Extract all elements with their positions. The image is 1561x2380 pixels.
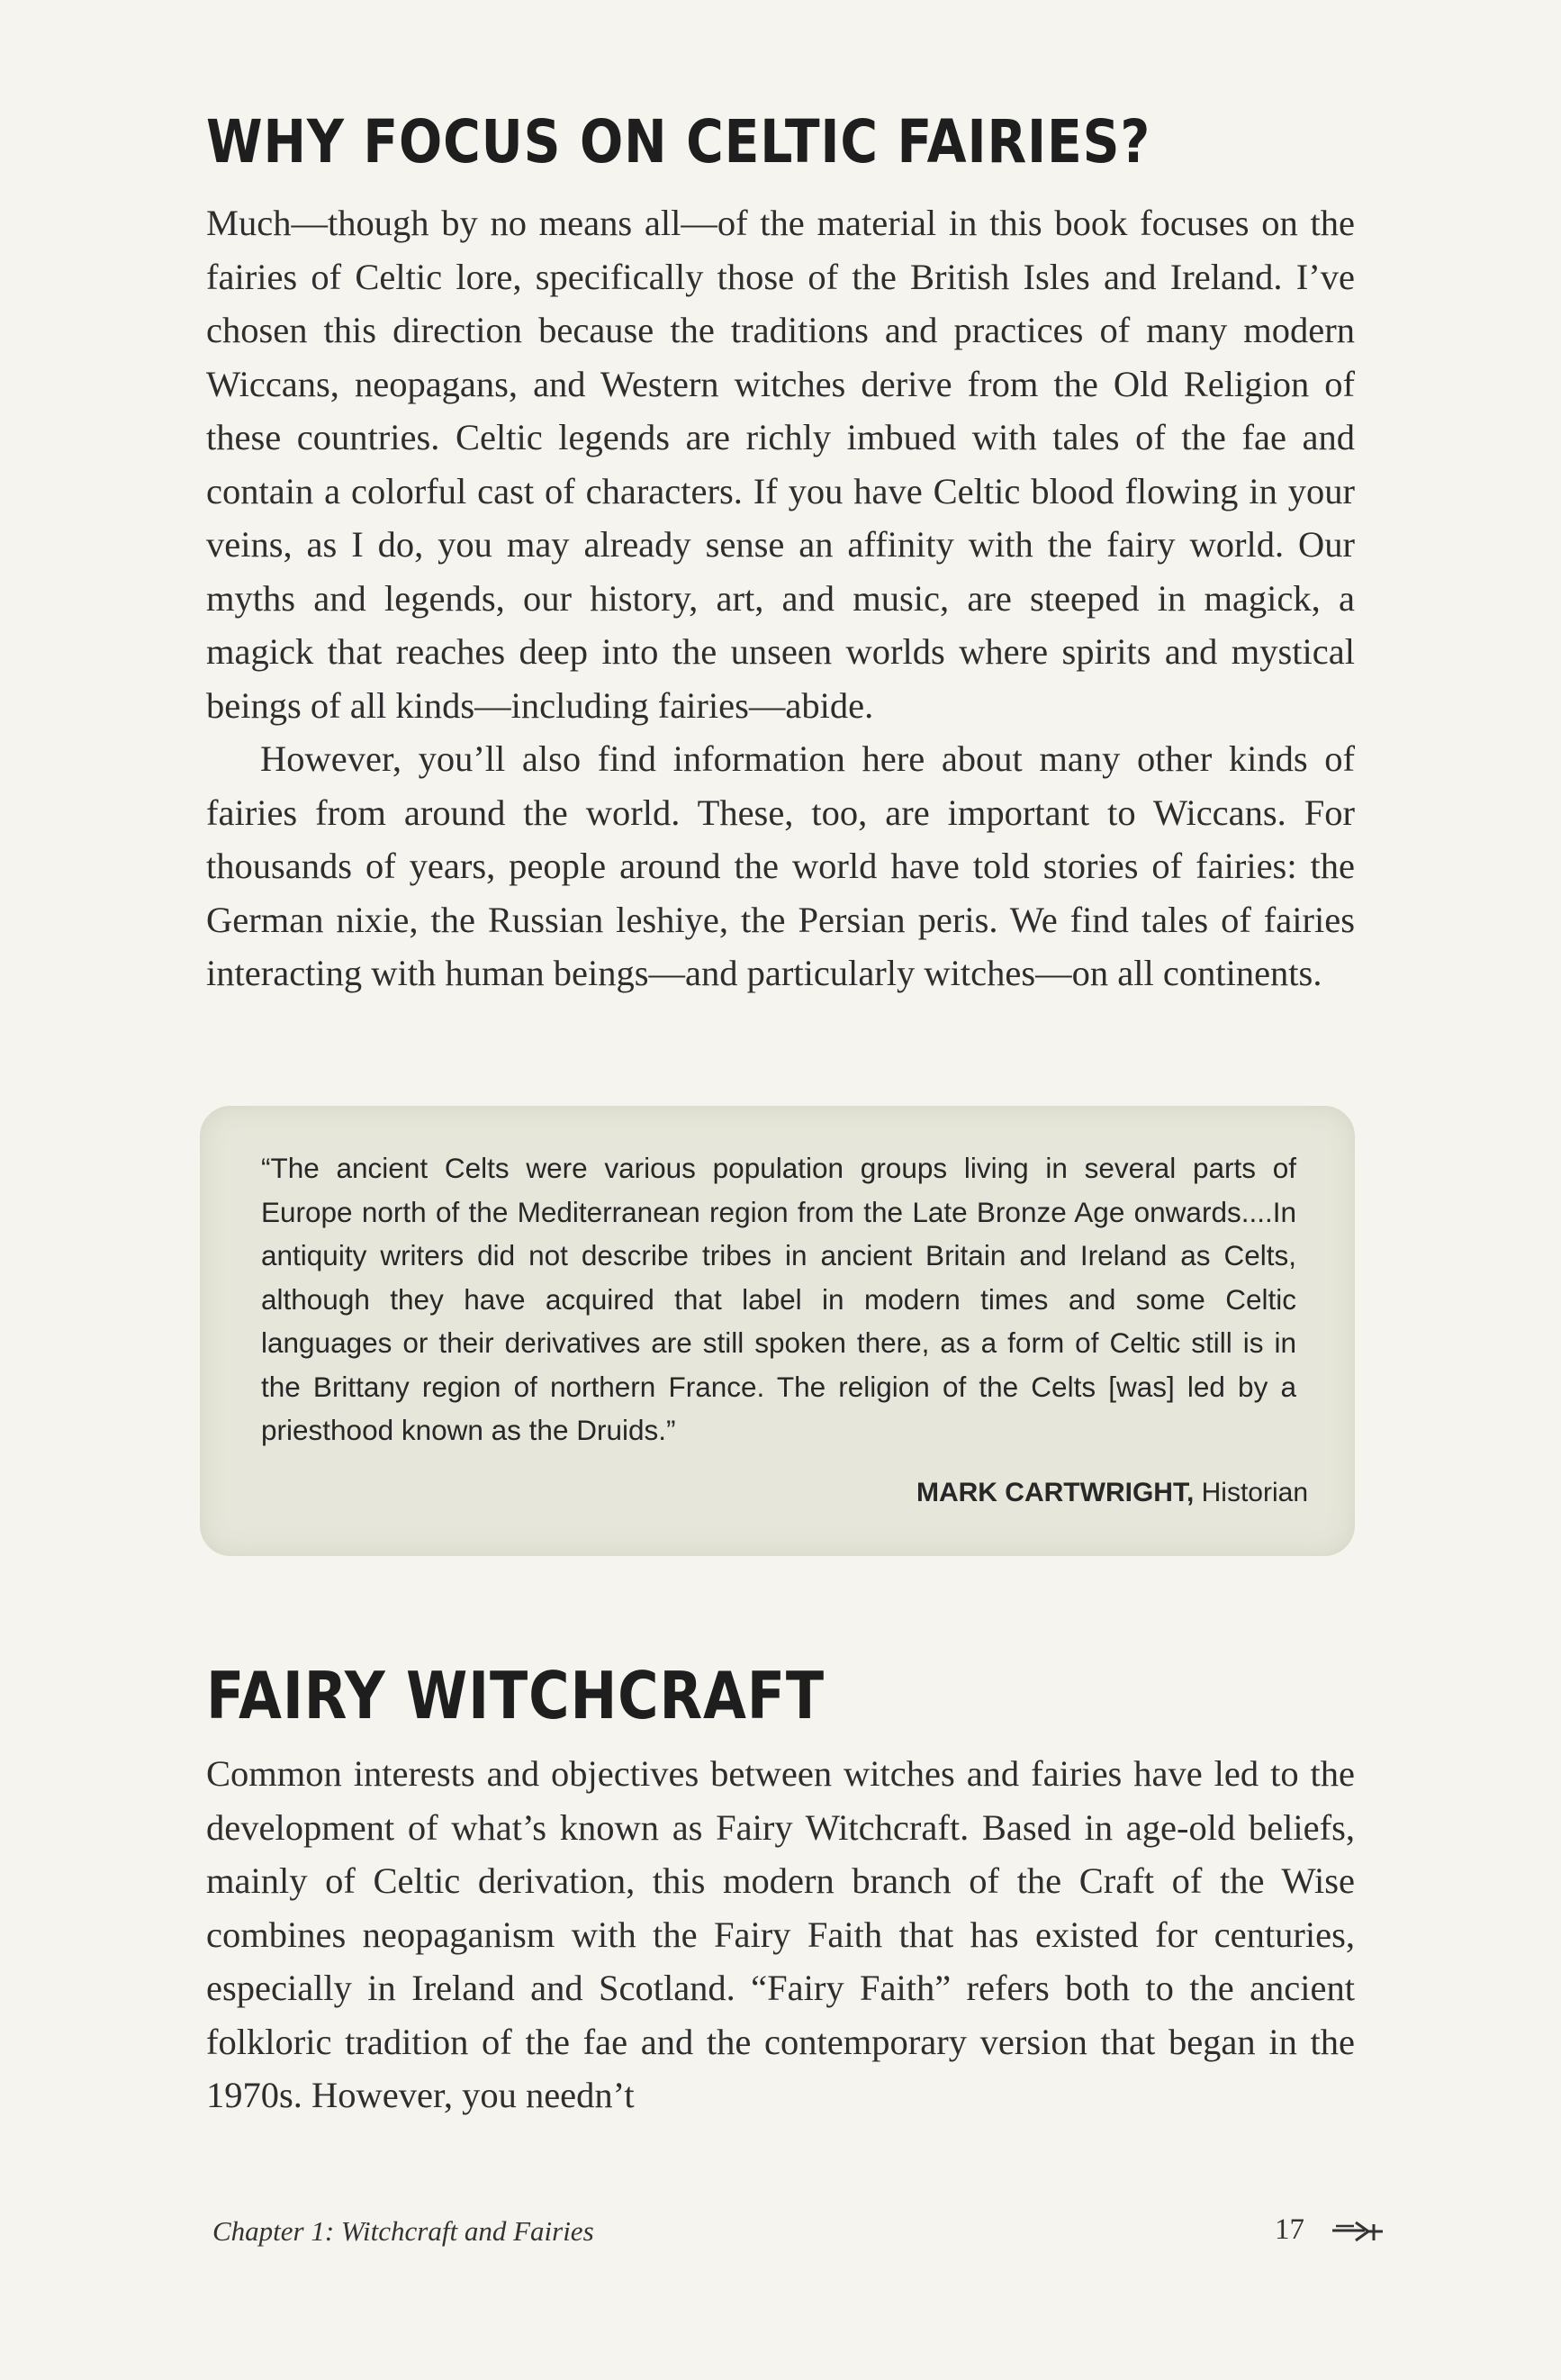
body-paragraph: However, you’ll also find information here about many other kinds of fairies from around the world. These, too, are important to Wiccans. For thousands of years, people around the world have told stories of fairies: the German nixie, the Russian leshiye, the Persian peris. We find tales of fairies interacting with human beings—and particularly witches—on all continents. (206, 738, 1355, 993)
quote-attribution (916, 1478, 1308, 1508)
section-heading-celtic-fairies: WHY FOCUS ON CELTIC FAIRIES? (206, 107, 1151, 176)
page-number: 17 (1275, 2213, 1304, 2246)
body-paragraph: Common interests and objectives between witches and fairies have led to the development of what’s known as Fairy Witchcraft. Based in age-old beliefs, mainly of Celtic derivation, this modern branch of the Craft of the Wise combines neopaganism with the Fairy Faith that has existed for centuries, especially in Ireland and Scotland. “Fairy Faith” refers both to the ancient folkloric tradition of the fae and the contemporary version that began in the 1970s. However, you needn’t (206, 1753, 1355, 2115)
section-body-fairy-witchcraft (206, 1747, 1355, 2122)
arrow-ornament-icon (1329, 2219, 1385, 2250)
attribution-name: MARK CARTWRIGHT, (916, 1478, 1195, 1507)
section-body-celtic-fairies (206, 196, 1355, 1000)
section-heading-fairy-witchcraft: FAIRY WITCHCRAFT (206, 1658, 826, 1733)
attribution-role: Historian (1201, 1478, 1308, 1507)
section-heading-fairy-witchcraft-wrap (206, 1657, 1355, 1734)
quote-sidebar (200, 1106, 1355, 1556)
section-heading-celtic-fairies-wrap (206, 106, 1355, 178)
running-head: Chapter 1: Witchcraft and Fairies (212, 2215, 594, 2247)
page-footer (212, 2215, 1387, 2251)
sidebar-quote: “The ancient Celts were various population groups living in several parts of Europe north of the Mediterranean region from the Late Bronze Age onwards....In antiquity writers did not describe tribes in ancient Britain and Ireland as Celts, although they have acquired that label in modern times and some Celtic languages or their derivatives are still spoken there, as a form of Celtic still is in the Brittany region of northern France. The religion of the Celts [was] led by a priesthood known as the Druids.” (261, 1152, 1296, 1446)
body-paragraph: Much—though by no means all—of the material in this book focuses on the fairies of Celtic lore, specifically those of the British Isles and Ireland. I’ve chosen this direction because the traditions and practices of many modern Wiccans, neopagans, and Western witches derive from the Old Religion of these countries. Celtic legends are richly imbued with tales of the fae and contain a colorful cast of characters. If you have Celtic blood flowing in your veins, as I do, you may already sense an affinity with the fairy world. Our myths and legends, our history, art, and music, are steeped in magick, a magick that reaches deep into the unseen worlds where spirits and mystical beings of all kinds—including fairies—abide. (206, 203, 1355, 726)
